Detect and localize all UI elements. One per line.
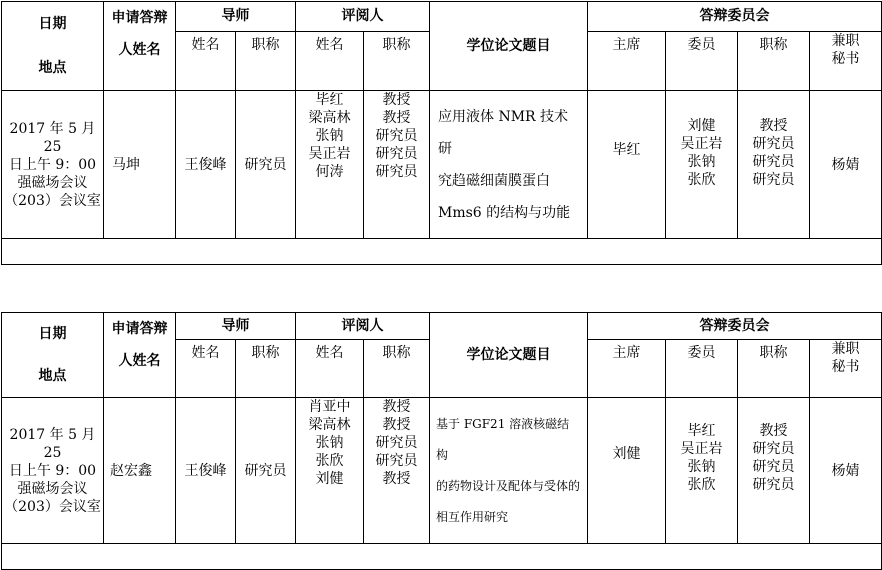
reviewer-rank-header: 职称 xyxy=(364,31,430,90)
chair-cell: 刘健 xyxy=(588,398,666,544)
date-header: 日期 xyxy=(38,326,67,342)
thesis-title-header: 学位论文题目 xyxy=(430,2,588,91)
reviewer-ranks-cell: 教授 教授 研究员 研究员 教授 xyxy=(364,398,430,544)
advisor-header: 导师 xyxy=(176,2,296,32)
applicant-cell: 马坤 xyxy=(104,91,176,239)
date-place-cell: 2017 年 5 月 25 日上午 9：00 强磁场会议 （203）会议室 xyxy=(2,398,104,544)
member-header: 委员 xyxy=(666,339,738,397)
member-rank-header: 职称 xyxy=(738,31,810,90)
advisor-rank-header: 职称 xyxy=(236,339,296,397)
advisor-name-header: 姓名 xyxy=(176,339,236,397)
header-row xyxy=(2,313,882,340)
table-row xyxy=(2,91,882,239)
secretary-header: 兼职 秘书 xyxy=(810,31,882,90)
reviewers-header: 评阅人 xyxy=(296,2,430,32)
reviewer-names-cell: 肖亚中 梁高林 张钠 张欣 刘健 xyxy=(296,398,364,544)
date-header: 日期 xyxy=(38,16,67,32)
member-ranks-cell: 教授 研究员 研究员 研究员 xyxy=(738,91,810,239)
defense-table-2 xyxy=(1,312,882,570)
advisor-rank-header: 职称 xyxy=(236,31,296,90)
member-rank-header: 职称 xyxy=(738,339,810,397)
member-ranks-cell: 教授 研究员 研究员 研究员 xyxy=(738,398,810,544)
member-header: 委员 xyxy=(666,31,738,90)
chair-header: 主席 xyxy=(588,31,666,90)
members-cell: 毕红 吴正岩 张钠 张欣 xyxy=(666,398,738,544)
header-row xyxy=(2,2,882,32)
committee-header: 答辩委员会 xyxy=(588,313,882,340)
empty-row xyxy=(2,544,882,570)
date-place-header xyxy=(2,313,104,398)
members-cell: 刘健 吴正岩 张钠 张欣 xyxy=(666,91,738,239)
committee-header: 答辩委员会 xyxy=(588,2,882,32)
applicant-header: 申请答辩 人姓名 xyxy=(104,313,176,398)
advisor-name-cell: 王俊峰 xyxy=(176,398,236,544)
defense-table-1 xyxy=(1,1,882,265)
secretary-cell: 杨婧 xyxy=(810,91,882,239)
secretary-header: 兼职 秘书 xyxy=(810,339,882,397)
advisor-rank-cell: 研究员 xyxy=(236,398,296,544)
applicant-header: 申请答辩 人姓名 xyxy=(104,2,176,91)
advisor-header: 导师 xyxy=(176,313,296,340)
reviewer-names-cell: 毕红 梁高林 张钠 吴正岩 何涛 xyxy=(296,91,364,239)
reviewers-header: 评阅人 xyxy=(296,313,430,340)
thesis-title-cell: 基于 FGF21 溶液核磁结构 的药物设计及配体与受体的 相互作用研究 xyxy=(430,398,588,544)
reviewer-ranks-cell: 教授 教授 研究员 研究员 研究员 xyxy=(364,91,430,239)
reviewer-name-header: 姓名 xyxy=(296,31,364,90)
chair-cell: 毕红 xyxy=(588,91,666,239)
reviewer-name-header: 姓名 xyxy=(296,339,364,397)
place-header: 地点 xyxy=(38,368,67,384)
thesis-title-cell: 应用液体 NMR 技术研 究趋磁细菌膜蛋白 Mms6 的结构与功能 xyxy=(430,91,588,239)
chair-header: 主席 xyxy=(588,339,666,397)
secretary-cell: 杨婧 xyxy=(810,398,882,544)
empty-row xyxy=(2,239,882,265)
applicant-cell: 赵宏鑫 xyxy=(104,398,176,544)
date-place-header xyxy=(2,2,104,91)
advisor-name-cell: 王俊峰 xyxy=(176,91,236,239)
reviewer-rank-header: 职称 xyxy=(364,339,430,397)
thesis-title-header: 学位论文题目 xyxy=(430,313,588,398)
place-header: 地点 xyxy=(38,60,67,76)
advisor-name-header: 姓名 xyxy=(176,31,236,90)
advisor-rank-cell: 研究员 xyxy=(236,91,296,239)
table-row xyxy=(2,398,882,544)
date-place-cell: 2017 年 5 月 25 日上午 9：00 强磁场会议 （203）会议室 xyxy=(2,91,104,239)
